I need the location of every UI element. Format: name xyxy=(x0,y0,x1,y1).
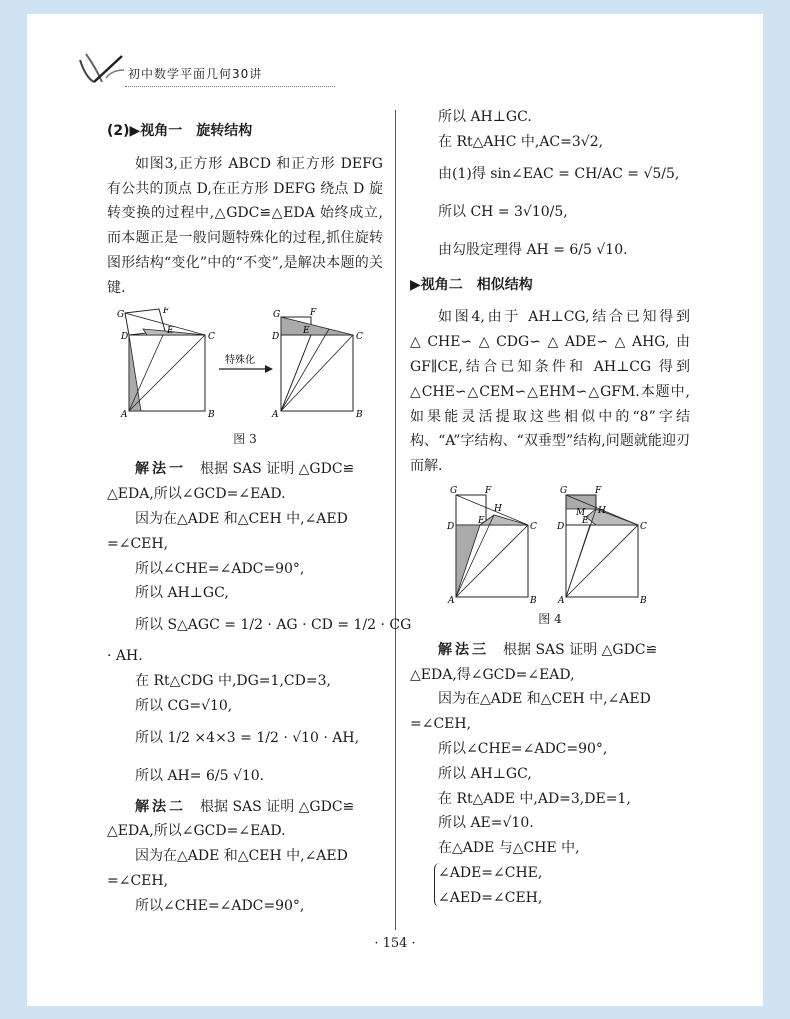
section-heading-view1: (2)▶视角一 旋转结构 xyxy=(107,123,253,139)
sol3-line9: 在△ADE 与△CHE 中, xyxy=(438,840,580,857)
fig4-left-diagram xyxy=(446,486,537,605)
fig4r-label-A: A xyxy=(558,595,565,605)
book-logo-icon xyxy=(76,48,126,88)
fig4-label-E: E xyxy=(478,515,485,526)
sol2-line3: 因为在△ADE 和△CEH 中,∠AED xyxy=(135,848,348,865)
right-column xyxy=(410,105,690,911)
sol1-line12: 所以 AH= 6/5 √10. xyxy=(135,767,265,784)
header-title: 初中数学平面几何30讲 xyxy=(128,67,263,81)
sol1-line10: 所以 CG=√10, xyxy=(135,697,233,714)
sol1-line7: 所以 S△AGC = 1/2 · AG · CD = 1/2 · CG xyxy=(135,617,412,634)
figure-4 xyxy=(410,485,690,605)
fig4r-label-H: H xyxy=(598,505,606,516)
fig3-arrow-label: 特殊化 xyxy=(225,354,255,366)
section-heading-view2: ▶视角二 相似结构 xyxy=(410,276,533,293)
fig3r-label-E: E xyxy=(303,325,310,336)
fig3-label-A: A xyxy=(121,409,128,420)
page-number: · 154 · xyxy=(374,936,416,951)
fig3-label-E: E xyxy=(167,325,174,336)
column-divider xyxy=(395,110,396,930)
sol2-title: 解法二 xyxy=(135,798,186,815)
sol1-line2: △EDA,所以∠GCD=∠EAD. xyxy=(107,486,286,503)
fig3r-label-G: G xyxy=(273,309,281,320)
fig4r-label-C: C xyxy=(640,521,647,532)
sol1-line1 xyxy=(107,457,383,482)
sol1-line6: 所以 AH⊥GC, xyxy=(135,585,229,602)
sol3-line6: 所以 AH⊥GC, xyxy=(438,765,532,782)
fig4-label-D: D xyxy=(447,521,455,532)
right-line2: 在 Rt△AHC 中,AC=3√2, xyxy=(438,133,604,150)
intro2-paragraph: 如图4,由于 AH⊥CG,结合已知得到△CHE∽△CDG∽△ADE∽△AHG,由 GF∥CE,结合已知条件和 AH⊥CG 得到△CHE∽△CEM∽△EHM∽△GFM.本题中,如果能灵活提取这些相似中的“8”字结构、“A”字结构、“双垂型”结构,问题就能迎刃而解. xyxy=(410,309,690,475)
sol3-line11: ∠AED=∠CEH, xyxy=(438,889,543,906)
sol3-line3: 因为在△ADE 和△CEH 中,∠AED xyxy=(438,691,651,708)
sol1-line5: 所以∠CHE=∠ADC=90°, xyxy=(135,560,305,577)
sol2-line1 xyxy=(107,795,383,820)
left-column xyxy=(107,115,412,919)
sol3-line4: =∠CEH, xyxy=(410,716,472,733)
fig4-label-G: G xyxy=(450,485,458,496)
right-line3: 由(1)得 sin∠EAC = CH/AC = √5/5, xyxy=(438,165,680,182)
right-line5: 由勾股定理得 AH = 6/5 √10. xyxy=(438,241,628,258)
fig3-label-F: F xyxy=(163,306,170,316)
sol3-line5: 所以∠CHE=∠ADC=90°, xyxy=(438,740,608,757)
fig3r-label-F: F xyxy=(310,307,317,318)
sol3-line10-text: ∠ADE=∠CHE, xyxy=(438,864,543,881)
fig3-label-C: C xyxy=(208,331,215,342)
sol2-line1-text: 根据 SAS 证明 △GDC≌ xyxy=(200,798,355,815)
sol2-line2: △EDA,所以∠GCD=∠EAD. xyxy=(107,823,286,840)
sol1-line9: 在 Rt△CDG 中,DG=1,CD=3, xyxy=(135,672,331,689)
sol3-title: 解法三 xyxy=(438,641,489,658)
sol3-line10 xyxy=(410,861,690,886)
fig3r-label-A: A xyxy=(272,409,279,420)
fig3-arrow xyxy=(219,353,273,373)
fig3-left-diagram xyxy=(117,307,215,420)
fig3-label-G: G xyxy=(117,309,125,320)
right-line4: 所以 CH = 3√10/5, xyxy=(438,203,568,220)
sol1-line11: 所以 1/2 ×4×3 = 1/2 · √10 · AH, xyxy=(135,729,360,746)
fig4-label-F: F xyxy=(485,485,492,496)
fig4r-label-G: G xyxy=(560,485,568,496)
figure-4-caption: 图 4 xyxy=(538,611,562,626)
sol2-line5: 所以∠CHE=∠ADC=90°, xyxy=(135,897,305,914)
sol2-line4: =∠CEH, xyxy=(107,872,169,889)
figure-3-caption: 图 3 xyxy=(233,431,257,446)
sol3-line8: 所以 AE=√10. xyxy=(438,815,534,832)
fig3-label-B: B xyxy=(208,409,215,420)
running-header xyxy=(76,48,262,88)
sol1-line4: =∠CEH, xyxy=(107,535,169,552)
fig4-label-H: H xyxy=(494,503,502,514)
fig4r-label-D: D xyxy=(557,521,565,532)
sol1-line3: 因为在△ADE 和△CEH 中,∠AED xyxy=(135,510,348,527)
fig4r-label-M: M xyxy=(576,507,586,518)
fig4-label-A: A xyxy=(448,595,455,605)
fig4-label-B: B xyxy=(530,595,537,605)
sol1-line8: · AH. xyxy=(107,648,143,665)
fig4r-label-E: E xyxy=(582,515,589,526)
header-rule xyxy=(125,86,335,87)
sol3-line1-text: 根据 SAS 证明 △GDC≌ xyxy=(503,641,658,658)
fig4-label-C: C xyxy=(530,521,537,532)
sol1-line1-text: 根据 SAS 证明 △GDC≌ xyxy=(200,461,355,478)
fig4r-label-F: F xyxy=(595,485,602,496)
sol3-line2: △EDA,得∠GCD=∠EAD, xyxy=(410,666,575,683)
fig3r-label-B: B xyxy=(356,409,363,420)
fig3r-label-C: C xyxy=(356,331,363,342)
fig3-right-diagram xyxy=(271,308,363,420)
fig3r-label-D: D xyxy=(272,331,280,342)
figure-3 xyxy=(107,307,383,425)
sol3-line7: 在 Rt△ADE 中,AD=3,DE=1, xyxy=(438,790,631,807)
fig4-right-diagram xyxy=(556,486,647,605)
sol1-title: 解法一 xyxy=(135,461,186,478)
intro-paragraph: 如图3,正方形 ABCD 和正方形 DEFG 有公共的顶点 D,在正方形 DEFG 绕点 D 旋转变换的过程中,△GDC≌△EDA 始终成立,而本题正是一般问题特殊化的过程,抓住旋转图形结构“变化”中的“不变”,是解决本题的关键. xyxy=(107,155,383,296)
fig3-label-D: D xyxy=(121,331,129,342)
sol3-line1 xyxy=(410,638,690,663)
fig4r-label-B: B xyxy=(640,595,647,605)
right-line1: 所以 AH⊥GC. xyxy=(438,109,532,125)
